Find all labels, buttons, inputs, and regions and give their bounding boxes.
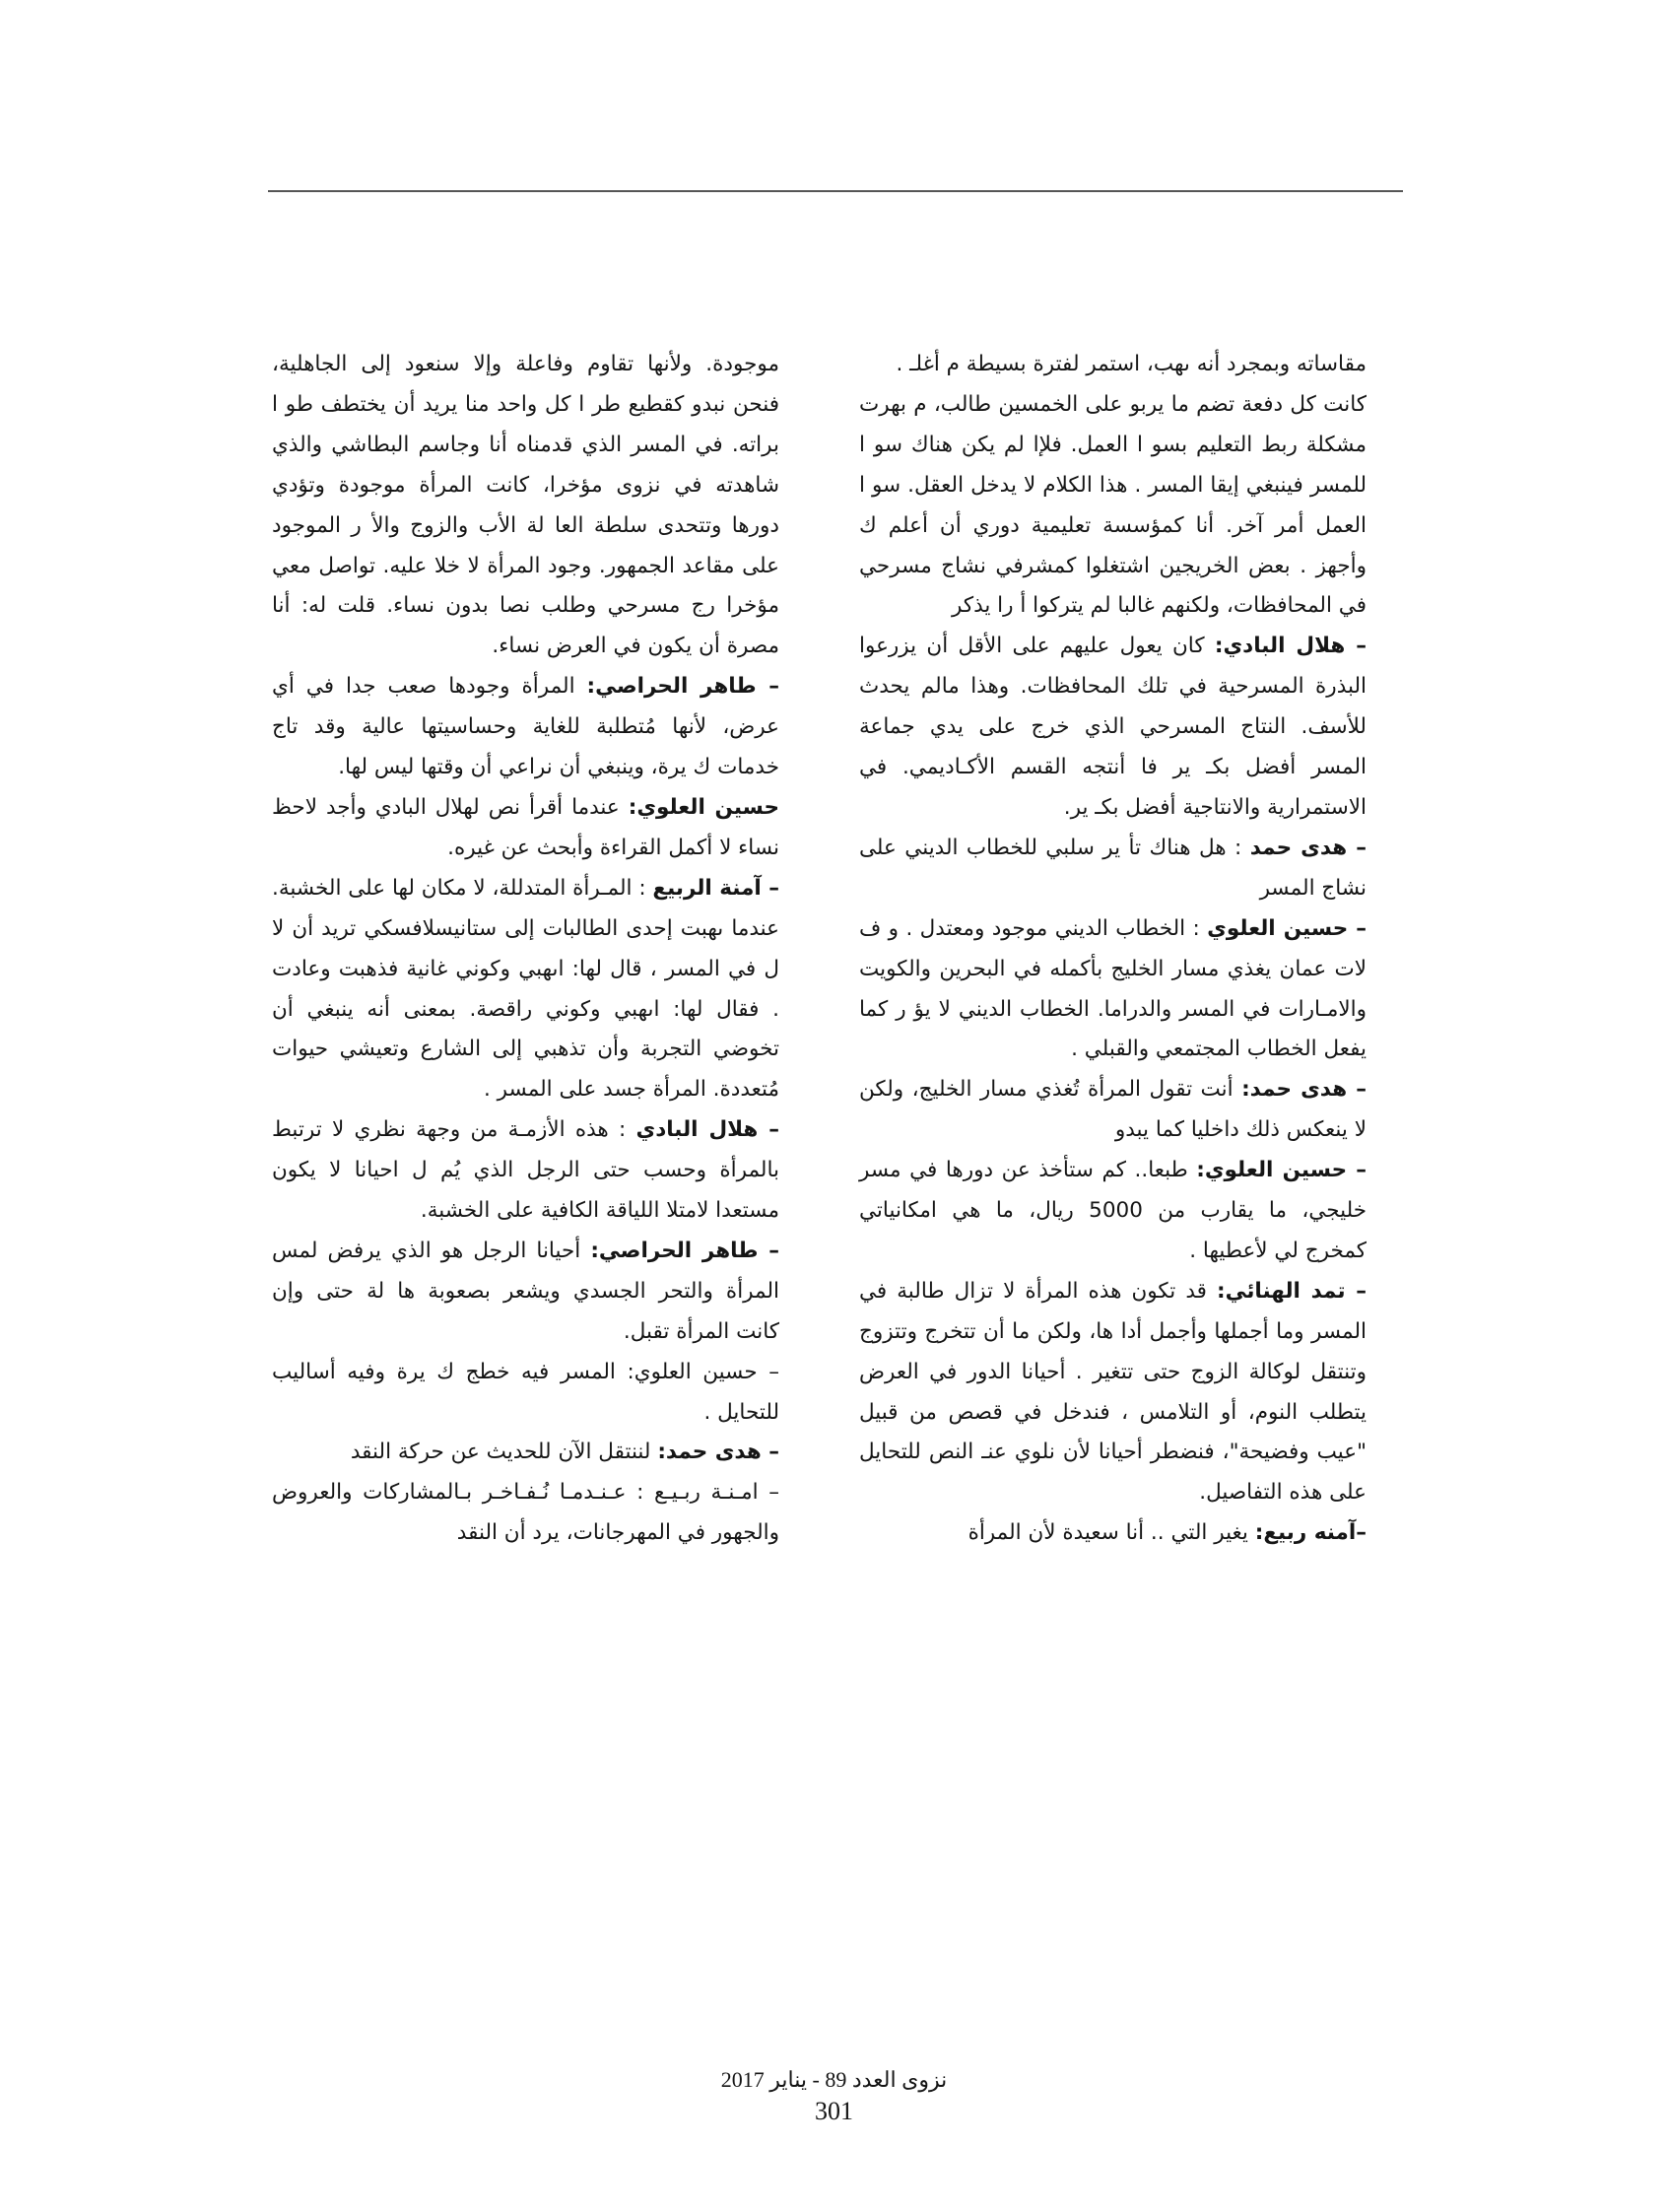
speaker-name: – هدى حمد <box>1249 835 1367 860</box>
speaker-name: – هلال البادي: <box>1214 634 1367 659</box>
dialogue-paragraph: – هدى حمد : هل هناك تأ ير سلبي للخطاب الديني على نشاج المسر <box>859 835 1367 901</box>
paragraph: – امـنـة ربـيـع : عـنـدمـا نُـفـاخـر بـالمشاركات والعروض والجهور في المهرجانات، يرد أن النقد <box>272 1480 779 1546</box>
speaker-name: – هلال البادي <box>635 1117 779 1143</box>
dialogue-paragraph: – طاهر الحراصي: أحيانا الرجل هو الذي يرفض لمس المرأة والتحر الجسدي ويشعر بصعوبة ها لة حتى وإن كانت المرأة تقبل. <box>272 1238 779 1344</box>
dialogue-paragraph: – هلال البادي: كان يعول عليهم على الأقل أن يزرعوا البذرة المسرحية في تلك المحافظات. وهذا مالم يحدث للأسف. النتاج المسرحي الذي خرج على يدي جماعة المسر أفضل بكـ ير فا أنتجه القسم الأكـاديمي. في الاستمرارية والانتاجية أفضل بكـ ير. <box>859 634 1367 820</box>
speaker-name: – تمد الهنائي: <box>1216 1278 1367 1304</box>
paragraph: مقاساته وبمجرد أنه ىهب، استمر لفترة بسيطة م أغلـ . <box>896 352 1367 376</box>
paragraph: كانت كل دفعة تضم ما يربو على الخمسين طالب، م بهرت مشكلة ربط التعليم بسو ا العمل. فلإا لم يكن هناك سو ا للمسر فينبغي إيقا المسر . هذا الكلام لا يدخل العقل. سو ا العمل أمر آخر. أنا كمؤسسة تعليمية دوري أن أعلم ك وأجهز . بعض الخريجين اشتغلوا كمشرفي نشاج مسرحي في المحافظات، ولكنهم غالبا لم يتركوا أ را يذكر <box>859 391 1367 619</box>
dialogue-paragraph: –آمنه ربيع: يغير التي .. أنا سعيدة لأن المرأة <box>967 1520 1367 1546</box>
header-rule <box>268 190 1403 192</box>
dialogue-paragraph: – آمنة الربيع : المـرأة المتدللة، لا مكان لها على الخشبة. عندما ىهبت إحدى الطالبات إلى ستانيسلافسكي تريد أن لا ل في المسر ، قال لها: اىهبي وكوني غانية فذهبت وعادت . فقال لها: اىهبي وكوني راقصة. بمعنى أنه ينبغي أن تخوضي التجربة وأن تذهبي إلى الشارع وتعيشي حيوات مُتعددة. المرأة جسد على المسر . <box>271 875 779 1103</box>
speaker-name: – آمنة الربيع <box>652 875 779 901</box>
speaker-name: حسين العلوي: <box>628 794 780 820</box>
left-column <box>272 345 779 1554</box>
dialogue-paragraph: – هلال البادي : هذه الأزمـة من وجهة نظري لا ترتبط بالمرأة وحسب حتى الرجل الذي يُم ل احيانا لا يكون مستعدا لامتلا اللياقة الكافية على الخشبة. <box>272 1117 779 1224</box>
speaker-name: – طاهر الحراصي: <box>590 1238 779 1263</box>
paragraph: – حسين العلوي: المسر فيه خطج ك يرة وفيه أساليب للتحايل . <box>272 1359 779 1425</box>
speaker-name: – هدى حمد: <box>1241 1077 1367 1103</box>
speaker-name: – طاهر الحراصي: <box>586 674 779 700</box>
page-number: 301 <box>815 2097 853 2125</box>
dialogue-paragraph: – هدى حمد: أنت تقول المرأة تُغذي مسار الخليج، ولكن لا ينعكس ذلك داخليا كما يبدو <box>859 1077 1367 1143</box>
speaker-name: – هدى حمد: <box>657 1440 779 1465</box>
issue-info: نزوى العدد 89 - يناير 2017 <box>720 2067 948 2092</box>
speaker-name: – حسين العلوي: <box>1196 1158 1367 1183</box>
dialogue-paragraph: – حسين العلوي : الخطاب الديني موجود ومعتدل . و ف لات عمان يغذي مسار الخليج بأكمله في البحرين والكويت والامـارات في المسر والدراما. الخطاب الديني لا يؤ ر كما يفعل الخطاب المجتمعي والقبلي . <box>859 915 1368 1062</box>
dialogue-paragraph: – تمد الهنائي: قد تكون هذه المرأة لا تزال طالبة في المسر وما أجملها وأجمل أدا ها، ولكن ما أن تتخرج وتتزوج وتنتقل لوكالة الزوج حتى تتغير . أحيانا الدور في العرض يتطلب النوم، أو التلامس ، فندخل في قصص من قبيل "عيب وفضيحة"، فنضطر أحيانا لأن نلوي عنـ النص للتحايل على هذه التفاصيل. <box>859 1278 1367 1506</box>
dialogue-paragraph: حسين العلوي: عندما أقرأ نص لهلال البادي وأجد لاحظ نساء لا أكمل القراءة وأبحث عن غيره. <box>272 794 780 860</box>
paragraph: موجودة. ولأنها تقاوم وفاعلة وإلا سنعود إلى الجاهلية، فنحن نبدو كقطيع طر ا كل واحد منا يريد أن يختطف طو ا براته. في المسر الذي قدمناه أنا وجاسم البطاشي والذي شاهدته في نزوى مؤخرا، كانت المرأة موجودة وتؤدي دورها وتتحدى سلطة العا لة الأب والزوج والأ ر الموجود على مقاعد الجمهور. وجود المرأة لا خلا عليه. تواصل معي مؤخرا رج مسرحي وطلب نصا بدون نساء. قلت له: أنا مصرة أن يكون في العرض نساء. <box>272 352 779 659</box>
dialogue-paragraph: – هدى حمد: لننتقل الآن للحديث عن حركة النقد <box>350 1440 779 1465</box>
dialogue-paragraph: – طاهر الحراصي: المرأة وجودها صعب جدا في أي عرض، لأنها مُتطلبة للغاية وحساسيتها عالية وقد تاج خدمات ك يرة، وينبغي أن نراعي أن وقتها ليس لها. <box>272 674 779 780</box>
page-footer <box>0 2067 1668 2126</box>
speaker-name: – حسين العلوي <box>1207 915 1368 941</box>
speaker-name: –آمنه ربيع: <box>1254 1520 1367 1546</box>
right-column <box>859 345 1367 1554</box>
dialogue-paragraph: – حسين العلوي: طبعا.. كم ستأخذ عن دورها في مسر خليجي، ما يقارب من 5000 ريال، ما هي امكانياتي كمخرج لي لأعطيها . <box>859 1158 1367 1263</box>
